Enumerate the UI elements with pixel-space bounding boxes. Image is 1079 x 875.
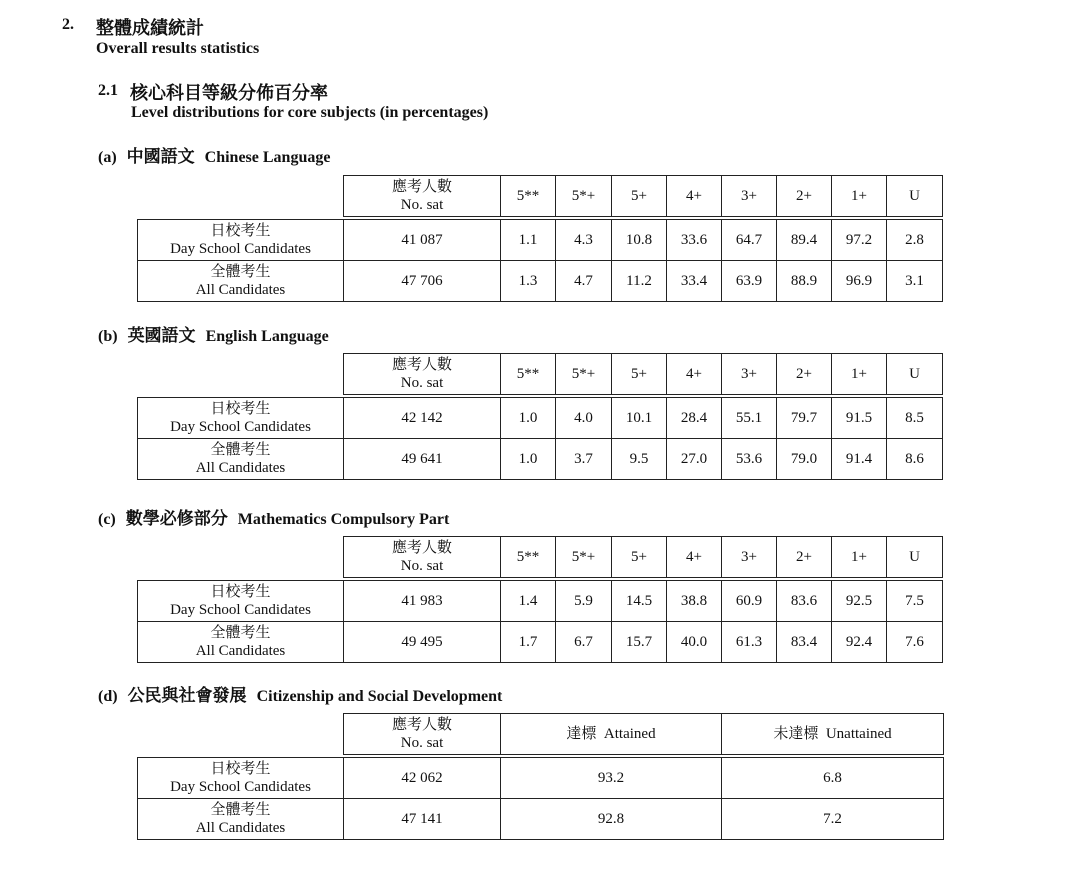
header-unattained: 未達標 Unattained — [722, 714, 944, 755]
subject-letter: (b) — [98, 328, 118, 345]
percent-value: 8.5 — [887, 398, 943, 439]
header-level: 5+ — [612, 354, 667, 395]
results-table — [137, 353, 943, 480]
percent-value: 7.5 — [887, 581, 943, 622]
section-number: 2. — [62, 16, 74, 33]
row-label-day: 日校考生 Day School Candidates — [138, 220, 344, 261]
header-level: 5*+ — [556, 176, 612, 217]
header-level: 5*+ — [556, 354, 612, 395]
results-table-csd — [137, 713, 944, 840]
percent-value: 40.0 — [667, 622, 722, 663]
subject-name-zh: 英國語文 — [127, 326, 196, 346]
header-level: 3+ — [722, 354, 777, 395]
percent-value: 55.1 — [722, 398, 777, 439]
subject-heading-b — [98, 321, 329, 346]
header-level: 3+ — [722, 537, 777, 578]
header-level: 1+ — [832, 176, 887, 217]
header-no-sat: 應考人數 No. sat — [344, 714, 501, 755]
subject-heading-a — [98, 142, 330, 167]
subject-name-en: Chinese Language — [204, 149, 331, 166]
percent-value: 61.3 — [722, 622, 777, 663]
header-level: 5** — [501, 176, 556, 217]
percent-value: 8.6 — [887, 439, 943, 480]
row-label-all: 全體考生 All Candidates — [138, 799, 344, 840]
header-level: 5** — [501, 537, 556, 578]
percent-value: 1.4 — [501, 581, 556, 622]
table-header-row — [138, 354, 943, 395]
subject-name-zh: 公民與社會發展 — [127, 686, 247, 706]
subsection-title-en: Level distributions for core subjects (in percentages) — [131, 104, 489, 121]
sat-value: 49 641 — [344, 439, 501, 480]
percent-value: 96.9 — [832, 261, 887, 302]
table-row — [138, 799, 944, 840]
percent-value: 5.9 — [556, 581, 612, 622]
percent-value: 79.7 — [777, 398, 832, 439]
table-row — [138, 220, 943, 261]
percent-value: 60.9 — [722, 581, 777, 622]
header-level: 5+ — [612, 537, 667, 578]
section-title-en: Overall results statistics — [96, 40, 260, 57]
table-header-row — [138, 176, 943, 217]
subject-letter: (d) — [98, 688, 118, 705]
table-row — [138, 758, 944, 799]
sat-value: 49 495 — [344, 622, 501, 663]
percent-value: 27.0 — [667, 439, 722, 480]
header-level: 2+ — [777, 537, 832, 578]
header-attained: 達標 Attained — [501, 714, 722, 755]
percent-value: 79.0 — [777, 439, 832, 480]
table-row — [138, 398, 943, 439]
percent-value: 7.6 — [887, 622, 943, 663]
header-level: U — [887, 176, 943, 217]
sat-value: 47 141 — [344, 799, 501, 840]
percent-value: 10.8 — [612, 220, 667, 261]
header-level: 3+ — [722, 176, 777, 217]
header-no-sat: 應考人數 No. sat — [344, 537, 501, 578]
percent-value: 1.0 — [501, 398, 556, 439]
percent-value: 88.9 — [777, 261, 832, 302]
row-label-day: 日校考生 Day School Candidates — [138, 398, 344, 439]
header-level: 4+ — [667, 537, 722, 578]
subject-heading-c — [98, 504, 449, 529]
percent-value: 1.7 — [501, 622, 556, 663]
attained-value: 93.2 — [501, 758, 722, 799]
percent-value: 28.4 — [667, 398, 722, 439]
percent-value: 91.4 — [832, 439, 887, 480]
header-no-sat: 應考人數 No. sat — [344, 176, 501, 217]
unattained-value: 6.8 — [722, 758, 944, 799]
sat-value: 41 087 — [344, 220, 501, 261]
header-level: U — [887, 354, 943, 395]
percent-value: 14.5 — [612, 581, 667, 622]
table-header-row — [138, 537, 943, 578]
percent-value: 92.5 — [832, 581, 887, 622]
row-label-day: 日校考生 Day School Candidates — [138, 581, 344, 622]
percent-value: 91.5 — [832, 398, 887, 439]
subsection-number: 2.1 — [98, 82, 118, 99]
percent-value: 2.8 — [887, 220, 943, 261]
table-row — [138, 622, 943, 663]
table-row — [138, 439, 943, 480]
header-level: 4+ — [667, 176, 722, 217]
percent-value: 92.4 — [832, 622, 887, 663]
percent-value: 3.1 — [887, 261, 943, 302]
subject-name-en: Mathematics Compulsory Part — [237, 511, 450, 528]
percent-value: 97.2 — [832, 220, 887, 261]
row-label-day: 日校考生 Day School Candidates — [138, 758, 344, 799]
percent-value: 11.2 — [612, 261, 667, 302]
percent-value: 33.6 — [667, 220, 722, 261]
percent-value: 15.7 — [612, 622, 667, 663]
percent-value: 1.1 — [501, 220, 556, 261]
header-level: 5*+ — [556, 537, 612, 578]
results-table — [137, 175, 943, 302]
percent-value: 1.3 — [501, 261, 556, 302]
sat-value: 42 062 — [344, 758, 501, 799]
header-level: 5** — [501, 354, 556, 395]
subject-name-en: English Language — [205, 328, 329, 345]
subject-letter: (c) — [98, 511, 116, 528]
percent-value: 1.0 — [501, 439, 556, 480]
subject-name-zh: 數學必修部分 — [125, 509, 228, 529]
percent-value: 38.8 — [667, 581, 722, 622]
table-row — [138, 261, 943, 302]
subject-heading-d — [98, 681, 502, 706]
subject-letter: (a) — [98, 149, 117, 166]
percent-value: 89.4 — [777, 220, 832, 261]
header-no-sat: 應考人數 No. sat — [344, 354, 501, 395]
header-level: U — [887, 537, 943, 578]
percent-value: 83.6 — [777, 581, 832, 622]
row-label-all: 全體考生 All Candidates — [138, 439, 344, 480]
percent-value: 4.3 — [556, 220, 612, 261]
sat-value: 41 983 — [344, 581, 501, 622]
subject-name-zh: 中國語文 — [126, 147, 195, 167]
percent-value: 64.7 — [722, 220, 777, 261]
table-row — [138, 581, 943, 622]
attained-value: 92.8 — [501, 799, 722, 840]
sat-value: 42 142 — [344, 398, 501, 439]
percent-value: 53.6 — [722, 439, 777, 480]
results-table — [137, 536, 943, 663]
row-label-all: 全體考生 All Candidates — [138, 622, 344, 663]
section-title-zh: 整體成績統計 — [96, 18, 204, 39]
unattained-value: 7.2 — [722, 799, 944, 840]
header-level: 1+ — [832, 537, 887, 578]
percent-value: 83.4 — [777, 622, 832, 663]
percent-value: 6.7 — [556, 622, 612, 663]
sat-value: 47 706 — [344, 261, 501, 302]
subject-name-en: Citizenship and Social Development — [256, 688, 503, 705]
percent-value: 4.0 — [556, 398, 612, 439]
percent-value: 33.4 — [667, 261, 722, 302]
row-label-all: 全體考生 All Candidates — [138, 261, 344, 302]
header-level: 1+ — [832, 354, 887, 395]
percent-value: 4.7 — [556, 261, 612, 302]
header-level: 2+ — [777, 176, 832, 217]
percent-value: 9.5 — [612, 439, 667, 480]
header-level: 5+ — [612, 176, 667, 217]
subsection-title-zh: 核心科目等級分佈百分率 — [130, 83, 328, 104]
header-level: 4+ — [667, 354, 722, 395]
percent-value: 3.7 — [556, 439, 612, 480]
percent-value: 10.1 — [612, 398, 667, 439]
percent-value: 63.9 — [722, 261, 777, 302]
header-level: 2+ — [777, 354, 832, 395]
